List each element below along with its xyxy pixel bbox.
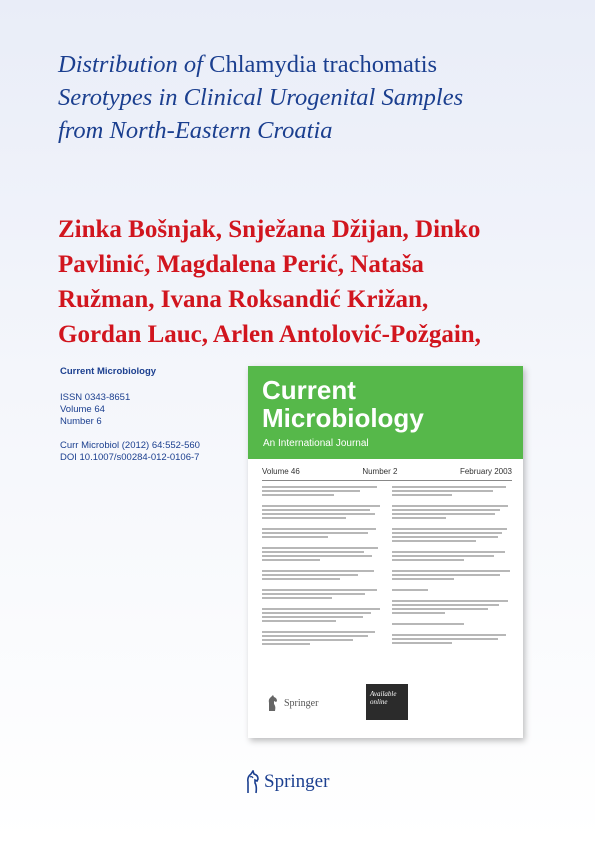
- springer-horse-icon: [244, 770, 262, 794]
- doi: DOI 10.1007/s00284-012-0106-7: [60, 452, 200, 463]
- author-line: Gordan Lauc, Arlen Antolović-Požgain,: [58, 321, 481, 348]
- volume: Volume 64: [60, 404, 105, 415]
- cover-title: [262, 376, 424, 432]
- journal-name: Current Microbiology: [60, 366, 157, 377]
- journal-cover-image: [248, 366, 523, 738]
- cover-subtitle: An International Journal: [263, 438, 369, 449]
- cover-toc-right: [392, 486, 512, 653]
- cover-date: February 2003: [459, 467, 512, 476]
- cover-toc-left: [262, 486, 382, 654]
- cover-title-line: Current: [262, 375, 356, 405]
- cover-header: [248, 366, 523, 459]
- cover-issue-line: [262, 467, 512, 476]
- title-part-3: from North-Eastern Croatia: [58, 117, 333, 144]
- article-title: [58, 48, 558, 147]
- author-line: Pavlinić, Magdalena Perić, Nataša: [58, 251, 424, 278]
- author-line: Ružman, Ivana Roksandić Križan,: [58, 286, 429, 313]
- title-part-1: Distribution of: [58, 51, 210, 78]
- springer-logo: [244, 770, 364, 796]
- cover-number: Number 2: [362, 467, 398, 476]
- cover-publisher: Springer: [284, 698, 319, 709]
- issue-number: Number 6: [60, 416, 102, 427]
- citation: Curr Microbiol (2012) 64:552-560: [60, 440, 200, 451]
- cover-divider: [262, 480, 512, 481]
- title-part-2: Serotypes in Clinical Urogenital Samples: [58, 84, 464, 111]
- issn: ISSN 0343-8651: [60, 392, 131, 403]
- author-line: Zinka Bošnjak, Snježana Džijan, Dinko: [58, 216, 481, 243]
- cover-volume: Volume 46: [262, 467, 300, 476]
- springer-horse-icon: [266, 694, 280, 712]
- cover-title-line: Microbiology: [262, 403, 424, 433]
- available-online-badge: Available online: [366, 684, 408, 720]
- springer-wordmark: Springer: [264, 771, 330, 792]
- cover-footer: [262, 682, 512, 722]
- journal-metadata: [60, 366, 260, 476]
- author-list: [58, 212, 578, 352]
- title-organism: Chlamydia trachomatis: [209, 51, 438, 78]
